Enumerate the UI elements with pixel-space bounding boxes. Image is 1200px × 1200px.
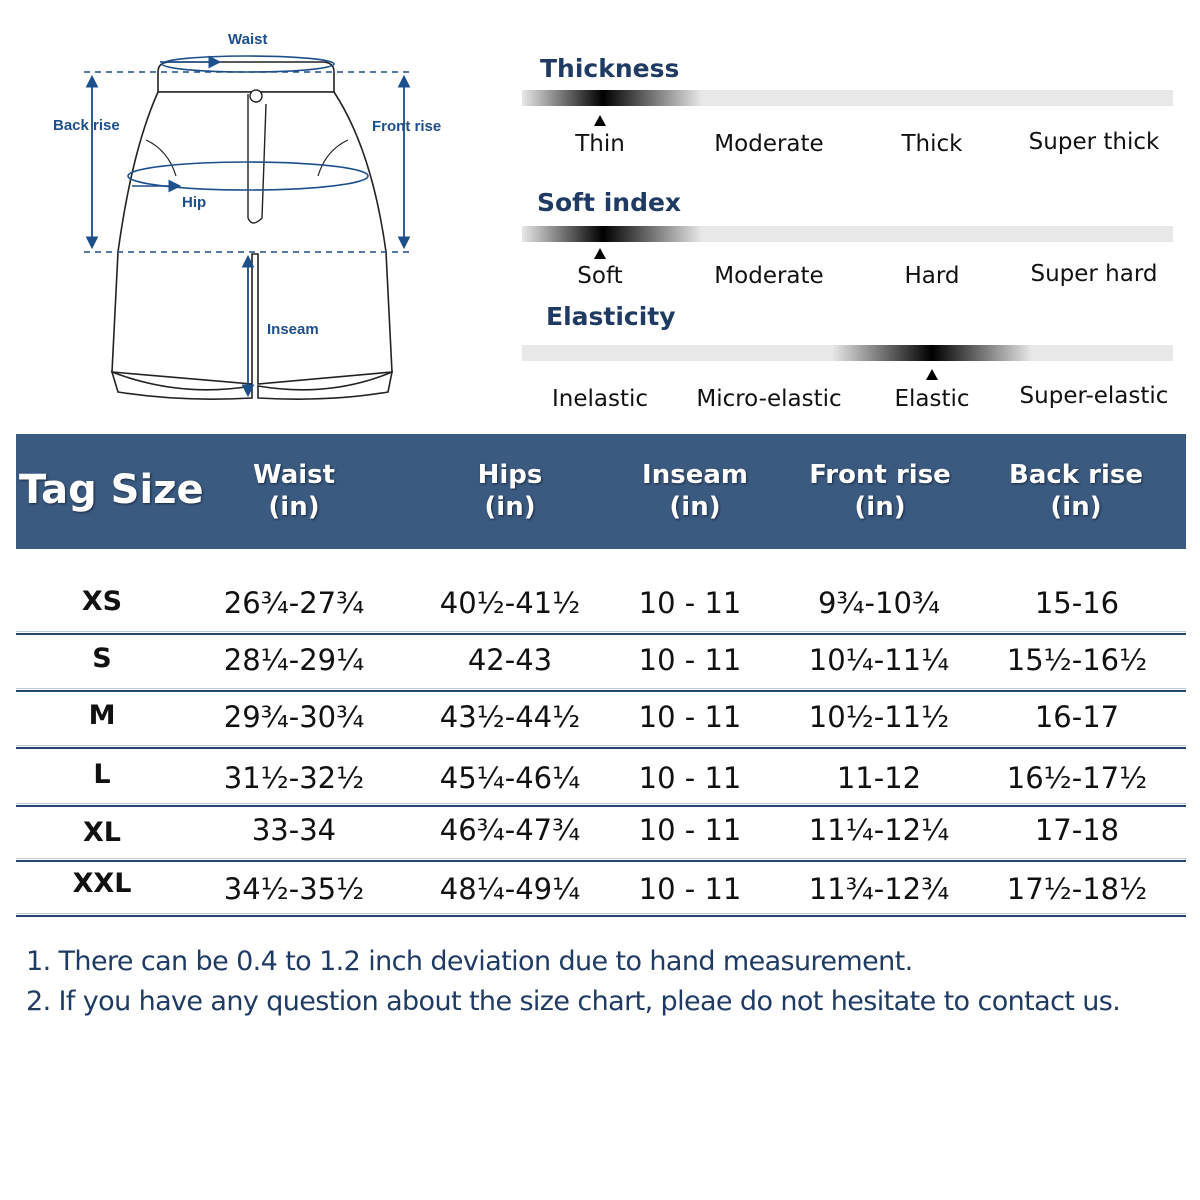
row-divider-light <box>16 913 1186 914</box>
cell-front-rise: 10½-11½ <box>808 700 950 734</box>
cell-waist: 28¼-29¼ <box>223 643 365 677</box>
thickness-option-thin: Thin <box>575 131 625 157</box>
header-hips-unit: (in) <box>484 492 536 522</box>
note-deviation: 1. There can be 0.4 to 1.2 inch deviation due to hand measurement. <box>26 946 913 977</box>
header-back-rise-label: Back rise <box>1009 460 1143 490</box>
row-divider-light <box>16 803 1186 804</box>
header-tag-size: Tag Size <box>19 467 204 513</box>
shorts-outline-illustration <box>0 0 520 430</box>
elasticity-option-elastic: Elastic <box>894 386 970 412</box>
table-row <box>16 635 1186 692</box>
soft-index-scale-bar <box>522 226 1173 242</box>
cell-back-rise: 17½-18½ <box>1006 872 1148 906</box>
cell-hips: 40½-41½ <box>439 586 581 620</box>
cell-hips: 46¾-47¾ <box>439 813 581 847</box>
cell-waist: 34½-35½ <box>223 872 365 906</box>
front-rise-label: Front rise <box>372 118 442 135</box>
soft-index-title: Soft index <box>537 188 682 217</box>
thickness-marker-icon <box>594 115 606 126</box>
cell-back-rise: 16-17 <box>1034 700 1120 734</box>
cell-size: XL <box>82 817 122 848</box>
cell-back-rise: 16½-17½ <box>1006 761 1148 795</box>
soft-index-option-hard: Hard <box>904 263 960 289</box>
cell-front-rise: 11¼-12¼ <box>808 813 950 847</box>
row-divider-light <box>16 858 1186 859</box>
table-row <box>16 807 1186 862</box>
cell-inseam: 10 - 11 <box>638 813 742 847</box>
header-waist-unit: (in) <box>268 492 320 522</box>
note-contact: 2. If you have any question about the size chart, pleae do not hesitate to contact us. <box>26 986 1121 1017</box>
cell-size: M <box>88 700 116 731</box>
cell-inseam: 10 - 11 <box>638 586 742 620</box>
header-front-rise <box>809 459 951 523</box>
cell-size: S <box>92 643 112 674</box>
hip-label: Hip <box>182 194 207 211</box>
soft-index-option-super-hard: Super hard <box>1030 261 1158 287</box>
header-waist <box>253 459 335 523</box>
cell-front-rise: 11¾-12¾ <box>808 872 950 906</box>
header-front-rise-label: Front rise <box>809 460 951 490</box>
row-divider <box>16 915 1186 917</box>
cell-hips: 45¼-46¼ <box>439 761 581 795</box>
cell-inseam: 10 - 11 <box>638 761 742 795</box>
row-divider-light <box>16 688 1186 689</box>
cell-waist: 29¾-30¾ <box>223 700 365 734</box>
cell-back-rise: 15-16 <box>1034 586 1120 620</box>
header-back-rise <box>1009 459 1143 523</box>
cell-inseam: 10 - 11 <box>638 700 742 734</box>
inseam-label: Inseam <box>267 321 319 338</box>
thickness-title: Thickness <box>540 54 680 83</box>
table-row <box>16 692 1186 749</box>
cell-hips: 48¼-49¼ <box>439 872 581 906</box>
cell-inseam: 10 - 11 <box>638 643 742 677</box>
thickness-option-thick: Thick <box>901 131 963 157</box>
cell-waist: 26¾-27¾ <box>223 586 365 620</box>
elasticity-option-inelastic: Inelastic <box>551 386 649 412</box>
cell-size: XS <box>81 586 123 617</box>
cell-hips: 43½-44½ <box>439 700 581 734</box>
row-divider-light <box>16 631 1186 632</box>
cell-front-rise: 9¾-10¾ <box>817 586 941 620</box>
elasticity-marker-icon <box>926 369 938 380</box>
elasticity-title: Elasticity <box>546 302 676 331</box>
table-row <box>16 749 1186 807</box>
header-hips-label: Hips <box>477 460 543 490</box>
cell-back-rise: 15½-16½ <box>1006 643 1148 677</box>
cell-hips: 42-43 <box>467 643 553 677</box>
cell-waist: 31½-32½ <box>223 761 365 795</box>
elasticity-option-micro-elastic: Micro-elastic <box>696 386 842 412</box>
cell-front-rise: 10¼-11¼ <box>808 643 950 677</box>
waist-label: Waist <box>228 31 268 48</box>
soft-index-option-moderate: Moderate <box>714 263 824 289</box>
cell-waist: 33-34 <box>251 813 337 847</box>
cell-front-rise: 11-12 <box>836 761 922 795</box>
header-hips <box>478 459 543 523</box>
header-waist-label: Waist <box>252 460 336 490</box>
shorts-measurement-diagram <box>0 0 520 430</box>
elasticity-option-super-elastic: Super-elastic <box>1019 383 1169 409</box>
table-row <box>16 862 1186 917</box>
cell-size: XXL <box>72 868 132 899</box>
header-inseam-unit: (in) <box>669 492 721 522</box>
cell-inseam: 10 - 11 <box>638 872 742 906</box>
thickness-option-moderate: Moderate <box>714 131 824 157</box>
table-row <box>16 578 1186 635</box>
elasticity-scale-bar <box>522 345 1173 361</box>
header-front-rise-unit: (in) <box>854 492 906 522</box>
header-inseam <box>642 459 748 523</box>
cell-back-rise: 17-18 <box>1034 813 1120 847</box>
header-inseam-label: Inseam <box>642 460 748 490</box>
size-table-header <box>16 434 1186 549</box>
header-back-rise-unit: (in) <box>1050 492 1102 522</box>
back-rise-label: Back rise <box>53 117 120 134</box>
soft-index-marker-icon <box>594 248 606 259</box>
thickness-scale-bar <box>522 90 1173 106</box>
cell-size: L <box>93 759 111 790</box>
soft-index-option-soft: Soft <box>577 263 623 289</box>
thickness-option-super-thick: Super thick <box>1028 129 1160 155</box>
row-divider-light <box>16 745 1186 746</box>
